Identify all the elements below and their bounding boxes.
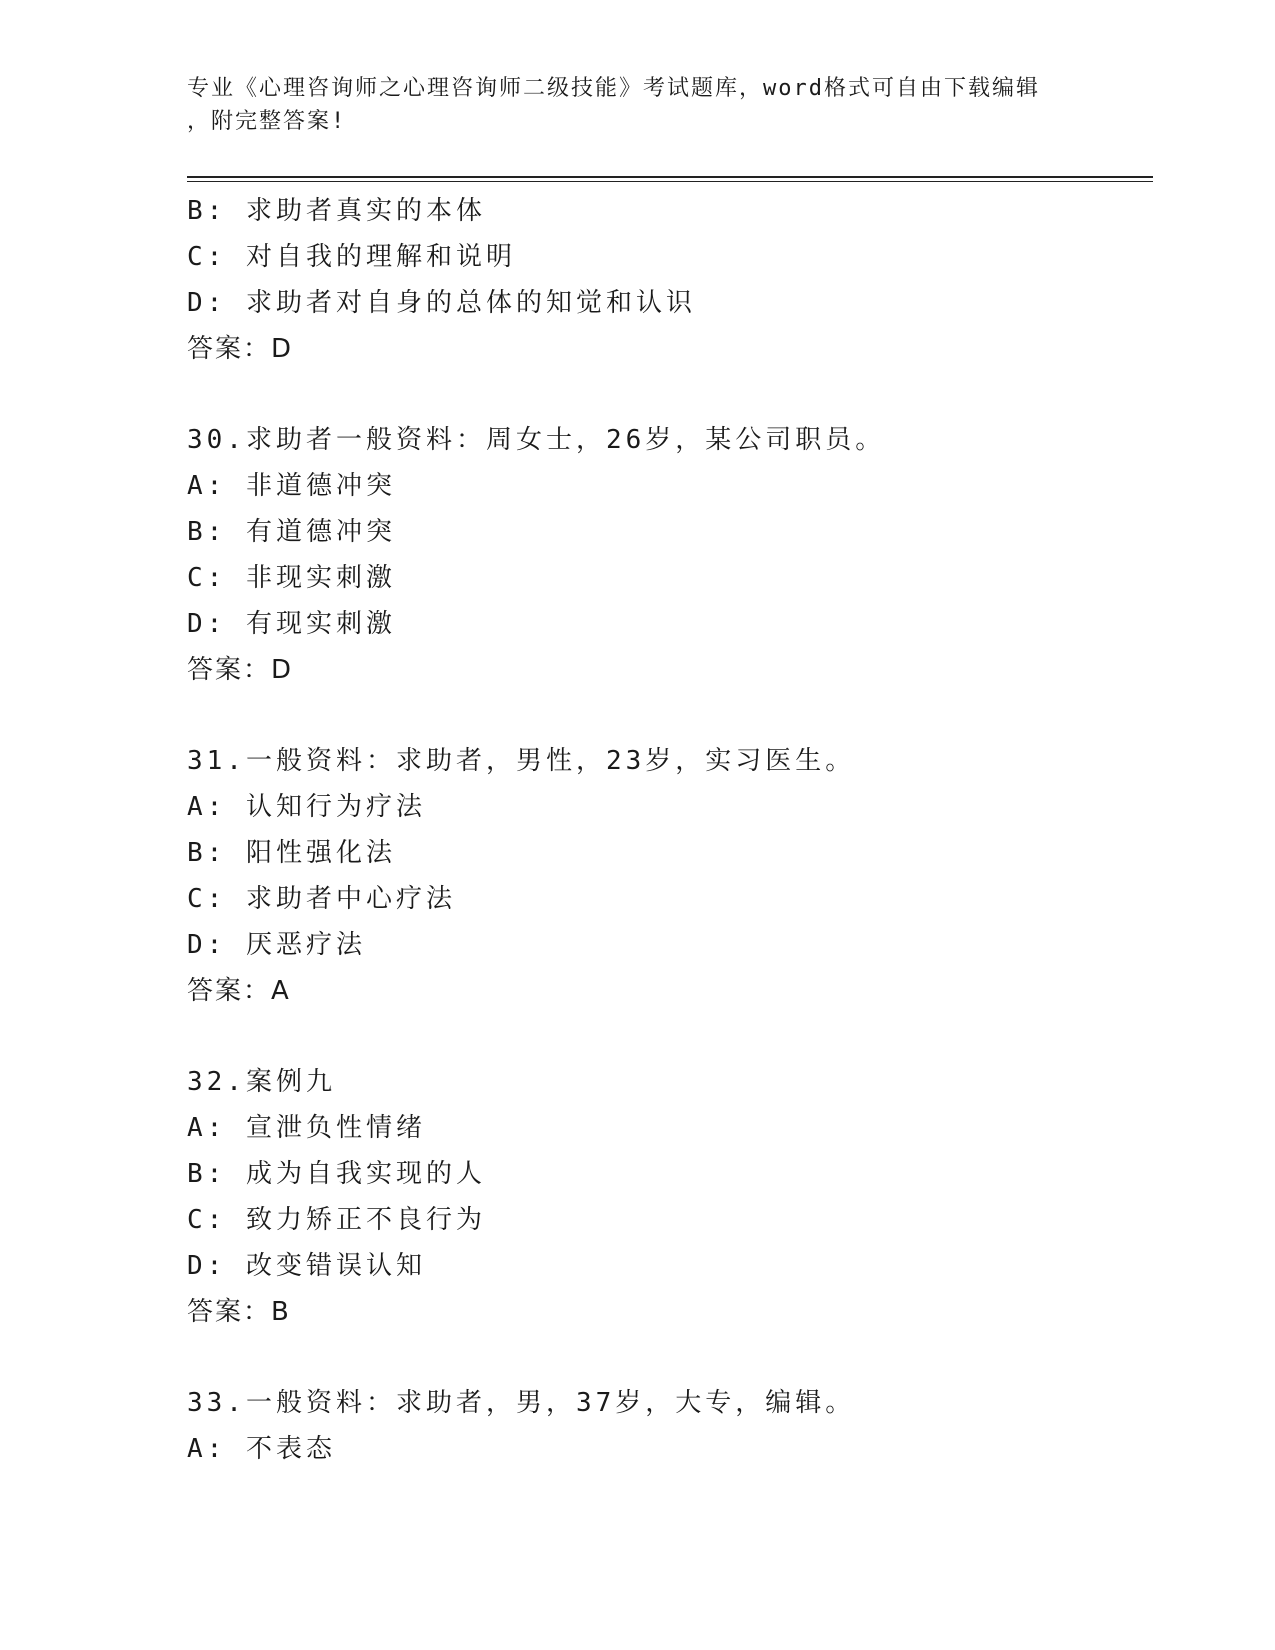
option-b: B: 阳性强化法 [187, 838, 396, 868]
header-divider [187, 176, 1153, 182]
option-d: D: 有现实刺激 [187, 609, 396, 639]
question-text: 30.求助者一般资料：周女士，26岁，某公司职员。 [187, 425, 886, 455]
answer-line: 答案：A [187, 976, 291, 1006]
question-block [187, 738, 1147, 1014]
answer-line: 答案：D [187, 334, 294, 364]
question-block [187, 188, 1147, 372]
option-a: A: 认知行为疗法 [187, 792, 426, 822]
option-d: D: 求助者对自身的总体的知觉和认识 [187, 288, 696, 318]
header-line-1: 专业《心理咨询师之心理咨询师二级技能》考试题库，word格式可自由下载编辑 [187, 76, 1040, 101]
question-text: 32.案例九 [187, 1067, 336, 1097]
question-block [187, 1380, 1147, 1472]
question-list [187, 188, 1147, 1472]
question-block [187, 1059, 1147, 1335]
option-a: A: 不表态 [187, 1434, 336, 1464]
option-b: B: 求助者真实的本体 [187, 196, 486, 226]
option-c: C: 非现实刺激 [187, 563, 396, 593]
answer-line: 答案：B [187, 1297, 291, 1327]
question-text: 33.一般资料：求助者，男，37岁，大专，编辑。 [187, 1388, 856, 1418]
option-b: B: 成为自我实现的人 [187, 1159, 486, 1189]
option-c: C: 对自我的理解和说明 [187, 242, 516, 272]
document-header [187, 72, 1087, 138]
option-b: B: 有道德冲突 [187, 517, 396, 547]
option-a: A: 非道德冲突 [187, 471, 396, 501]
question-block [187, 417, 1147, 693]
answer-line: 答案：D [187, 655, 294, 685]
option-c: C: 求助者中心疗法 [187, 884, 456, 914]
option-d: D: 厌恶疗法 [187, 930, 366, 960]
header-line-2: ，附完整答案! [187, 109, 347, 134]
option-d: D: 改变错误认知 [187, 1251, 426, 1281]
option-a: A: 宣泄负性情绪 [187, 1113, 426, 1143]
option-c: C: 致力矫正不良行为 [187, 1205, 486, 1235]
question-text: 31.一般资料：求助者，男性，23岁，实习医生。 [187, 746, 856, 776]
